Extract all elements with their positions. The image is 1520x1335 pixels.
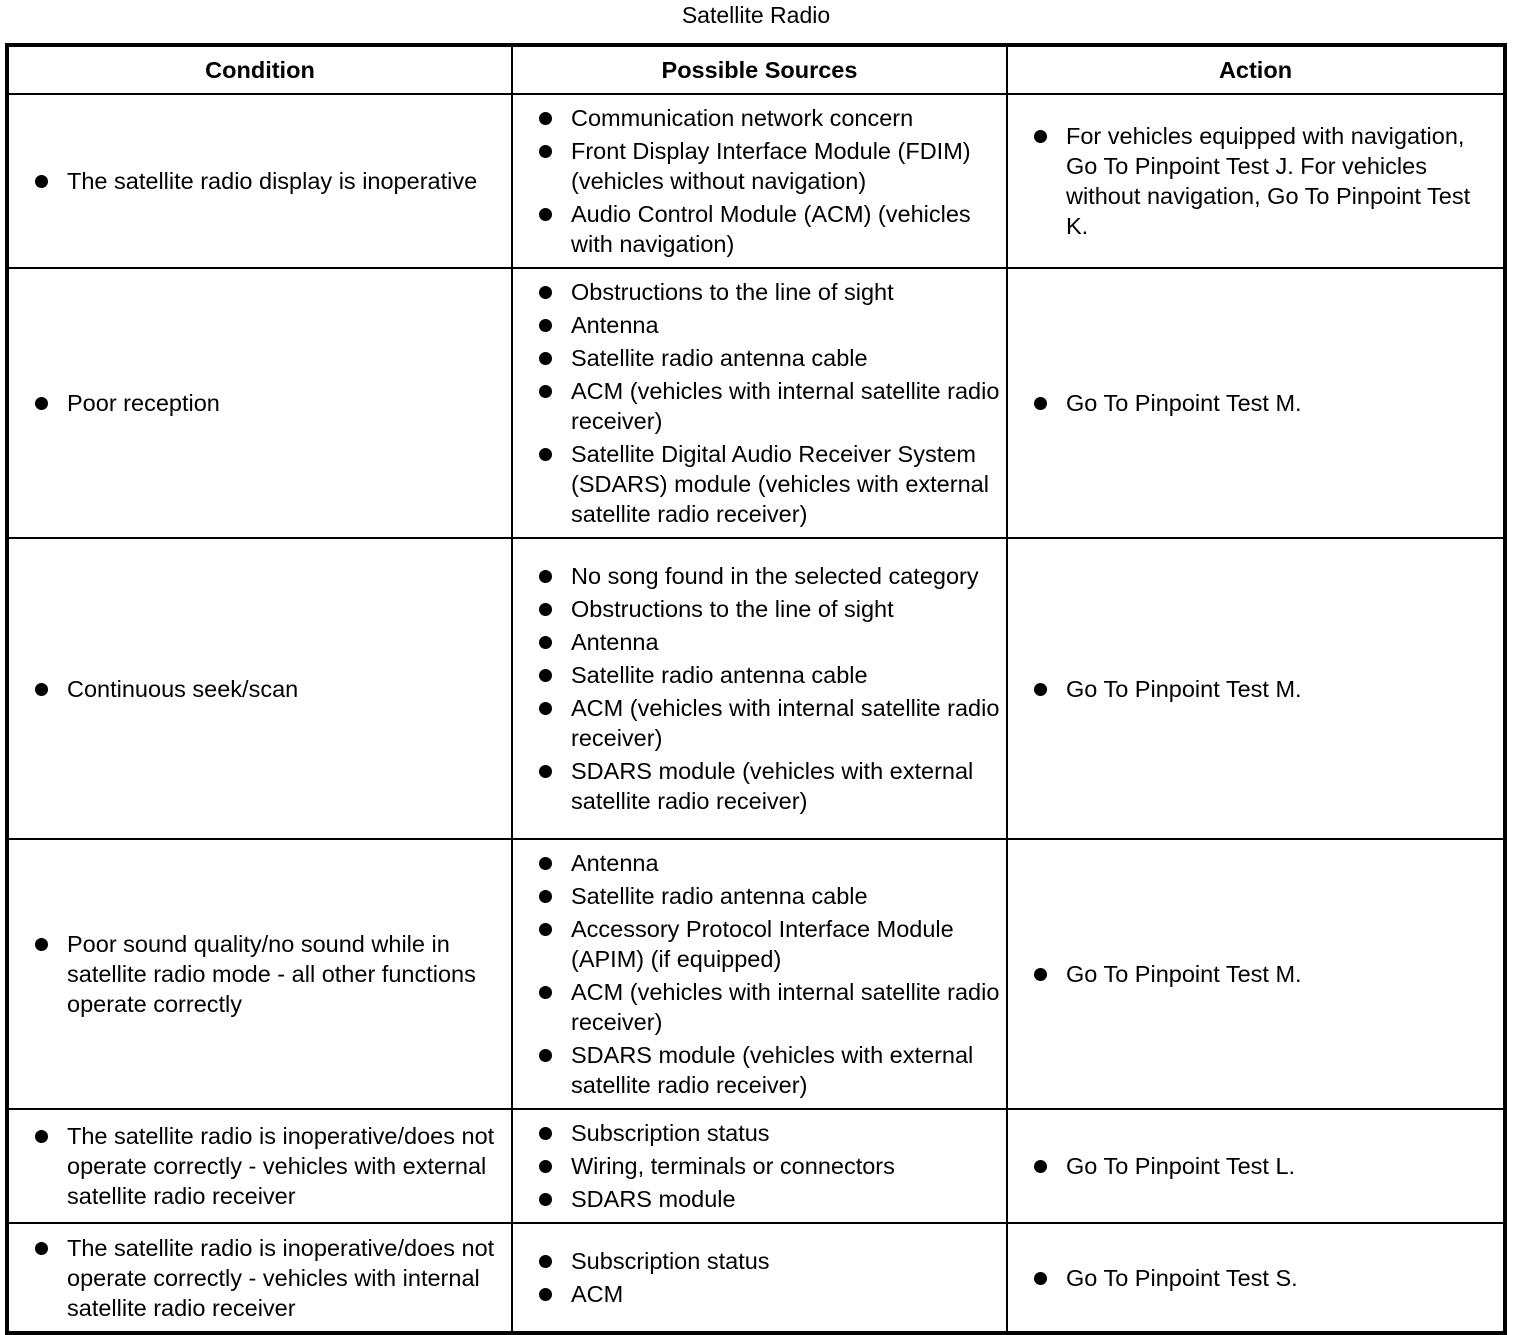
source-item: Antenna: [571, 629, 659, 655]
source-item: SDARS module: [571, 1186, 736, 1212]
source-item: Satellite radio antenna cable: [571, 345, 868, 371]
bullet-icon: [35, 175, 48, 188]
source-item: SDARS module (vehicles with external satellite radio receiver): [571, 1042, 974, 1098]
bullet-icon: [1034, 130, 1047, 143]
table-row: [7, 538, 1505, 839]
bullet-icon: [539, 890, 552, 903]
bullet-icon: [539, 923, 552, 936]
bullet-icon: [539, 352, 552, 365]
bullet-icon: [539, 765, 552, 778]
condition-cell: [7, 839, 512, 1109]
bullet-icon: [539, 570, 552, 583]
bullet-icon: [539, 208, 552, 221]
sources-cell: [512, 268, 1007, 538]
source-item: Accessory Protocol Interface Module (APIM) (if equipped): [571, 916, 954, 972]
header-row: [7, 45, 1505, 94]
header-action: Action: [1007, 45, 1505, 94]
symptom-chart-table: [5, 43, 1507, 1335]
bullet-icon: [35, 1130, 48, 1143]
action-cell: [1007, 94, 1505, 268]
source-item: Obstructions to the line of sight: [571, 596, 894, 622]
table-row: [7, 839, 1505, 1109]
table-row: [7, 268, 1505, 538]
source-item: Subscription status: [571, 1248, 770, 1274]
source-item: Satellite radio antenna cable: [571, 662, 868, 688]
table-row: [7, 1109, 1505, 1223]
condition-text: Poor sound quality/no sound while in satellite radio mode - all other functions operate correctly: [67, 931, 476, 1017]
source-item: Satellite radio antenna cable: [571, 883, 868, 909]
condition-text: The satellite radio is inoperative/does not operate correctly - vehicles with external satellite radio receiver: [67, 1123, 495, 1209]
bullet-icon: [1034, 968, 1047, 981]
bullet-icon: [539, 1160, 552, 1173]
action-cell: [1007, 1223, 1505, 1333]
bullet-icon: [539, 145, 552, 158]
condition-text: Continuous seek/scan: [67, 675, 299, 702]
condition-cell: [7, 1223, 512, 1333]
action-text: Go To Pinpoint Test M.: [1066, 390, 1302, 416]
source-item: ACM (vehicles with internal satellite radio receiver): [571, 979, 1000, 1035]
source-item: ACM: [571, 1281, 624, 1307]
condition-text: The satellite radio display is inoperative: [67, 168, 478, 194]
condition-text: Poor reception: [67, 390, 220, 416]
condition-cell: [7, 268, 512, 538]
action-cell: [1007, 1109, 1505, 1223]
source-item: Audio Control Module (ACM) (vehicles with navigation): [571, 201, 971, 257]
bullet-icon: [539, 702, 552, 715]
source-item: Antenna: [571, 312, 659, 338]
bullet-icon: [539, 385, 552, 398]
bullet-icon: [1034, 683, 1047, 696]
action-cell: [1007, 268, 1505, 538]
condition-cell: [7, 94, 512, 268]
bullet-icon: [539, 286, 552, 299]
table-row: [7, 1223, 1505, 1333]
bullet-icon: [1034, 1272, 1047, 1285]
condition-text: The satellite radio is inoperative/does not operate correctly - vehicles with internal satellite radio receiver: [67, 1234, 495, 1321]
condition-cell: [7, 538, 512, 839]
source-item: Obstructions to the line of sight: [571, 279, 894, 305]
action-cell: [1007, 839, 1505, 1109]
bullet-icon: [539, 1127, 552, 1140]
source-item: Wiring, terminals or connectors: [571, 1153, 895, 1179]
source-item: Front Display Interface Module (FDIM) (vehicles without navigation): [571, 138, 971, 194]
source-item: SDARS module (vehicles with external satellite radio receiver): [571, 758, 974, 814]
bullet-icon: [539, 112, 552, 125]
action-text: Go To Pinpoint Test L.: [1066, 1153, 1296, 1179]
bullet-icon: [35, 938, 48, 951]
action-text: Go To Pinpoint Test M.: [1066, 961, 1302, 987]
source-item: ACM (vehicles with internal satellite radio receiver): [571, 378, 1000, 434]
header-condition: Condition: [7, 45, 512, 94]
bullet-icon: [539, 319, 552, 332]
condition-cell: [7, 1109, 512, 1223]
bullet-icon: [35, 1242, 48, 1255]
sources-cell: [512, 538, 1007, 839]
source-item: Antenna: [571, 850, 659, 876]
source-item: Satellite Digital Audio Receiver System (SDARS) module (vehicles with external satellite radio receiver): [571, 441, 989, 527]
bullet-icon: [539, 448, 552, 461]
bullet-icon: [539, 1255, 552, 1268]
sources-cell: [512, 839, 1007, 1109]
bullet-icon: [539, 669, 552, 682]
bullet-icon: [35, 683, 48, 696]
bullet-icon: [539, 636, 552, 649]
bullet-icon: [1034, 397, 1047, 410]
sources-cell: [512, 94, 1007, 268]
bullet-icon: [35, 397, 48, 410]
bullet-icon: [539, 1049, 552, 1062]
page-title: Satellite Radio: [681, 2, 831, 28]
header-possible-sources: Possible Sources: [512, 45, 1007, 94]
source-item: Communication network concern: [571, 105, 914, 131]
sources-cell: [512, 1109, 1007, 1223]
bullet-icon: [539, 986, 552, 999]
bullet-icon: [539, 603, 552, 616]
source-item: ACM (vehicles with internal satellite radio receiver): [571, 695, 1000, 751]
action-cell: [1007, 538, 1505, 839]
bullet-icon: [539, 1288, 552, 1301]
bullet-icon: [539, 857, 552, 870]
bullet-icon: [1034, 1160, 1047, 1173]
bullet-icon: [539, 1193, 552, 1206]
action-text: Go To Pinpoint Test M.: [1066, 675, 1302, 702]
source-item: Subscription status: [571, 1120, 770, 1146]
sources-cell: [512, 1223, 1007, 1333]
source-item: No song found in the selected category: [571, 563, 979, 589]
table-row: [7, 94, 1505, 268]
action-text: Go To Pinpoint Test S.: [1066, 1264, 1298, 1291]
action-text: For vehicles equipped with navigation, Go To Pinpoint Test J. For vehicles without navigation, Go To Pinpoint Test K.: [1066, 123, 1471, 239]
